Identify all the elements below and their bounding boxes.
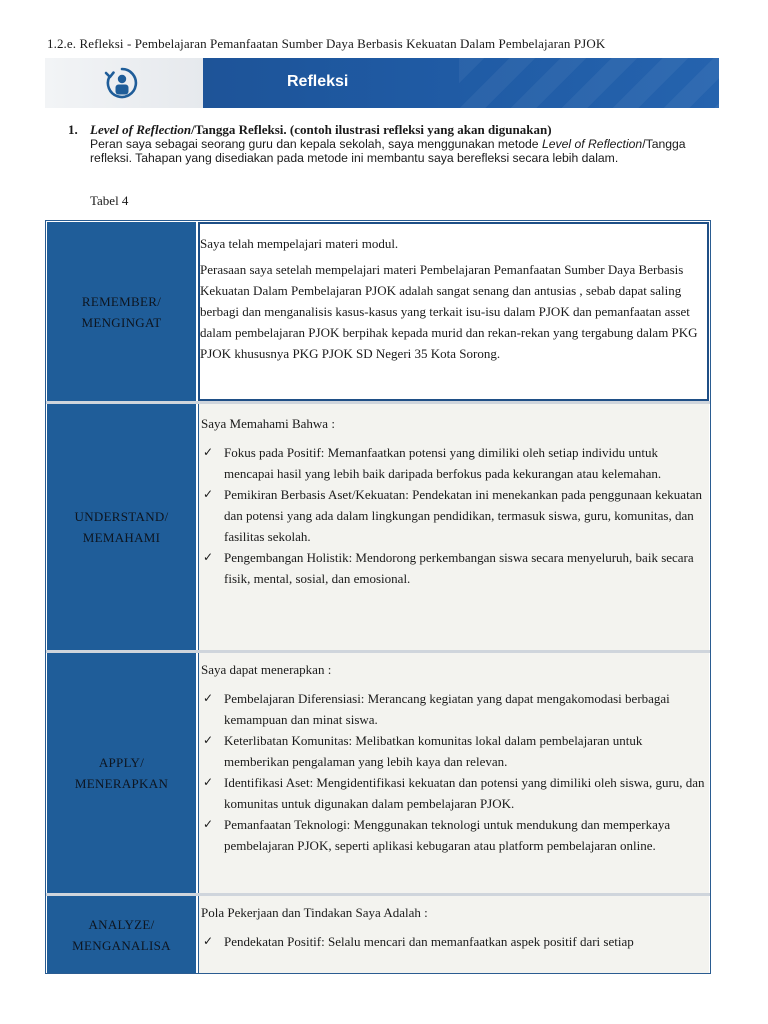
section-body-text: Peran saya sebagai seorang guru dan kepala sekolah, saya menggunakan metode [90, 137, 542, 151]
row-label [47, 222, 196, 401]
list-item [201, 772, 705, 814]
bullet-list [201, 931, 705, 952]
row-label-line2: MEMAHAMI [82, 530, 161, 545]
section-heading-rest: /Tangga Refleksi. (contoh ilustrasi refleksi yang akan digunakan) [191, 122, 552, 137]
list-item-text: Fokus pada Positif: Memanfaatkan potensi yang dimiliki oleh setiap individu untuk mencapai hasil yang lebih baik daripada berfokus pada kekurangan atau kelemahan. [224, 445, 662, 481]
list-item [201, 814, 705, 856]
table-caption: Tabel 4 [90, 193, 129, 208]
row-lead: Saya telah mempelajari materi modul. [200, 236, 399, 251]
reflection-person-icon [103, 64, 141, 102]
section-body-italic: Level of Reflection [541, 137, 643, 151]
section-heading [90, 123, 552, 137]
row-content [198, 222, 709, 401]
bullet-list [201, 442, 705, 589]
reflection-banner [45, 58, 719, 108]
section-body [90, 137, 720, 165]
row-paragraph: Perasaan saya setelah mempelajari materi Pembelajaran Pemanfaatan Sumber Daya Berbasis Kekuatan Dalam Pembelajaran PJOK adalah sangat senang dan antusias , sebab dapat saling berbagi dan menganalisis kasus-kasus yang terkait isu-isu dalam PJOK dan pemanfaatan asset dalam pembelajaran PJOK berpihak kepada murid dan rekan-rekan yang tergabung dalam PKG PJOK khususnya PKG PJOK SD Negeri 35 Kota Sorong. [200, 262, 698, 361]
checkmark-icon: ✓ [203, 733, 214, 747]
row-label [47, 404, 196, 650]
section-heading-italic: Level of Reflection [90, 122, 192, 137]
row-label-line1: ANALYZE/ [88, 916, 155, 932]
banner-icon-box [45, 58, 203, 108]
list-item-text: Pembelajaran Diferensiasi: Merancang kegiatan yang dapat mengakomodasi berbagai kemampuan dan minat siswa. [224, 691, 670, 727]
list-item-text: Identifikasi Aset: Mengidentifikasi kekuatan dan potensi yang dimiliki oleh siswa, guru, dan komunitas untuk digunakan dalam pembelajaran PJOK. [224, 775, 705, 811]
banner-title: Refleksi [287, 73, 349, 90]
row-label-line1: UNDERSTAND/ [74, 509, 169, 524]
row-content [198, 653, 709, 893]
list-item [201, 931, 705, 952]
list-item-text: Pemikiran Berbasis Aset/Kekuatan: Pendekatan ini menekankan pada penggunaan kekuatan dan potensi yang ada dalam lingkungan pendidikan, termasuk siswa, guru, komunitas, dan fasilitas sekolah. [224, 487, 702, 544]
row-lead: Saya Memahami Bahwa : [201, 416, 335, 431]
list-item [201, 484, 705, 547]
row-label-line2: MENGINGAT [81, 314, 162, 330]
row-label [47, 896, 196, 973]
list-item [201, 547, 705, 589]
checkmark-icon: ✓ [203, 775, 214, 789]
row-lead: Pola Pekerjaan dan Tindakan Saya Adalah : [201, 905, 428, 920]
checkmark-icon: ✓ [203, 487, 214, 501]
table-row-understand [46, 404, 710, 650]
section-number: 1. [68, 122, 78, 137]
document-title: 1.2.e. Refleksi - Pembelajaran Pemanfaatan Sumber Daya Berbasis Kekuatan Dalam Pembelajaran PJOK [47, 36, 606, 51]
checkmark-icon: ✓ [203, 817, 214, 831]
section-body-text-end: /Tangga refleksi. Tahapan yang disediakan pada metode ini membantu saya berefleksi secara lebih dalam. [90, 137, 686, 165]
checkmark-icon: ✓ [203, 550, 214, 564]
list-item-text: Pendekatan Positif: Selalu mencari dan memanfaatkan aspek positif dari setiap [224, 934, 634, 949]
row-label-line2: MENERAPKAN [74, 776, 169, 791]
checkmark-icon: ✓ [203, 934, 214, 948]
list-item-text: Pengembangan Holistik: Mendorong perkembangan siswa secara menyeluruh, baik secara fisik, mental, sosial, dan emosional. [224, 550, 694, 586]
list-item-text: Keterlibatan Komunitas: Melibatkan komunitas lokal dalam pembelajaran untuk memberikan pengalaman yang lebih kaya dan relevan. [224, 733, 643, 769]
row-label-line1: REMEMBER/ [81, 293, 162, 309]
table-row-apply [46, 653, 710, 893]
row-lead: Saya dapat menerapkan : [201, 662, 332, 677]
row-label [47, 653, 196, 893]
bullet-list [201, 688, 705, 856]
checkmark-icon: ✓ [203, 445, 214, 459]
table-row-remember [46, 222, 710, 401]
row-content [198, 896, 709, 973]
row-content [198, 404, 709, 650]
table-row-analyze [46, 896, 710, 973]
reflection-table [45, 220, 711, 974]
row-label-line1: APPLY/ [98, 755, 145, 770]
row-label-line2: MENGANALISA [72, 937, 171, 953]
list-item [201, 442, 705, 484]
list-item [201, 688, 705, 730]
checkmark-icon: ✓ [203, 691, 214, 705]
list-item [201, 730, 705, 772]
list-item-text: Pemanfaatan Teknologi: Menggunakan teknologi untuk mendukung dan memperkaya pembelajaran PJOK, seperti aplikasi kebugaran atau platform pembelajaran online. [224, 817, 671, 853]
